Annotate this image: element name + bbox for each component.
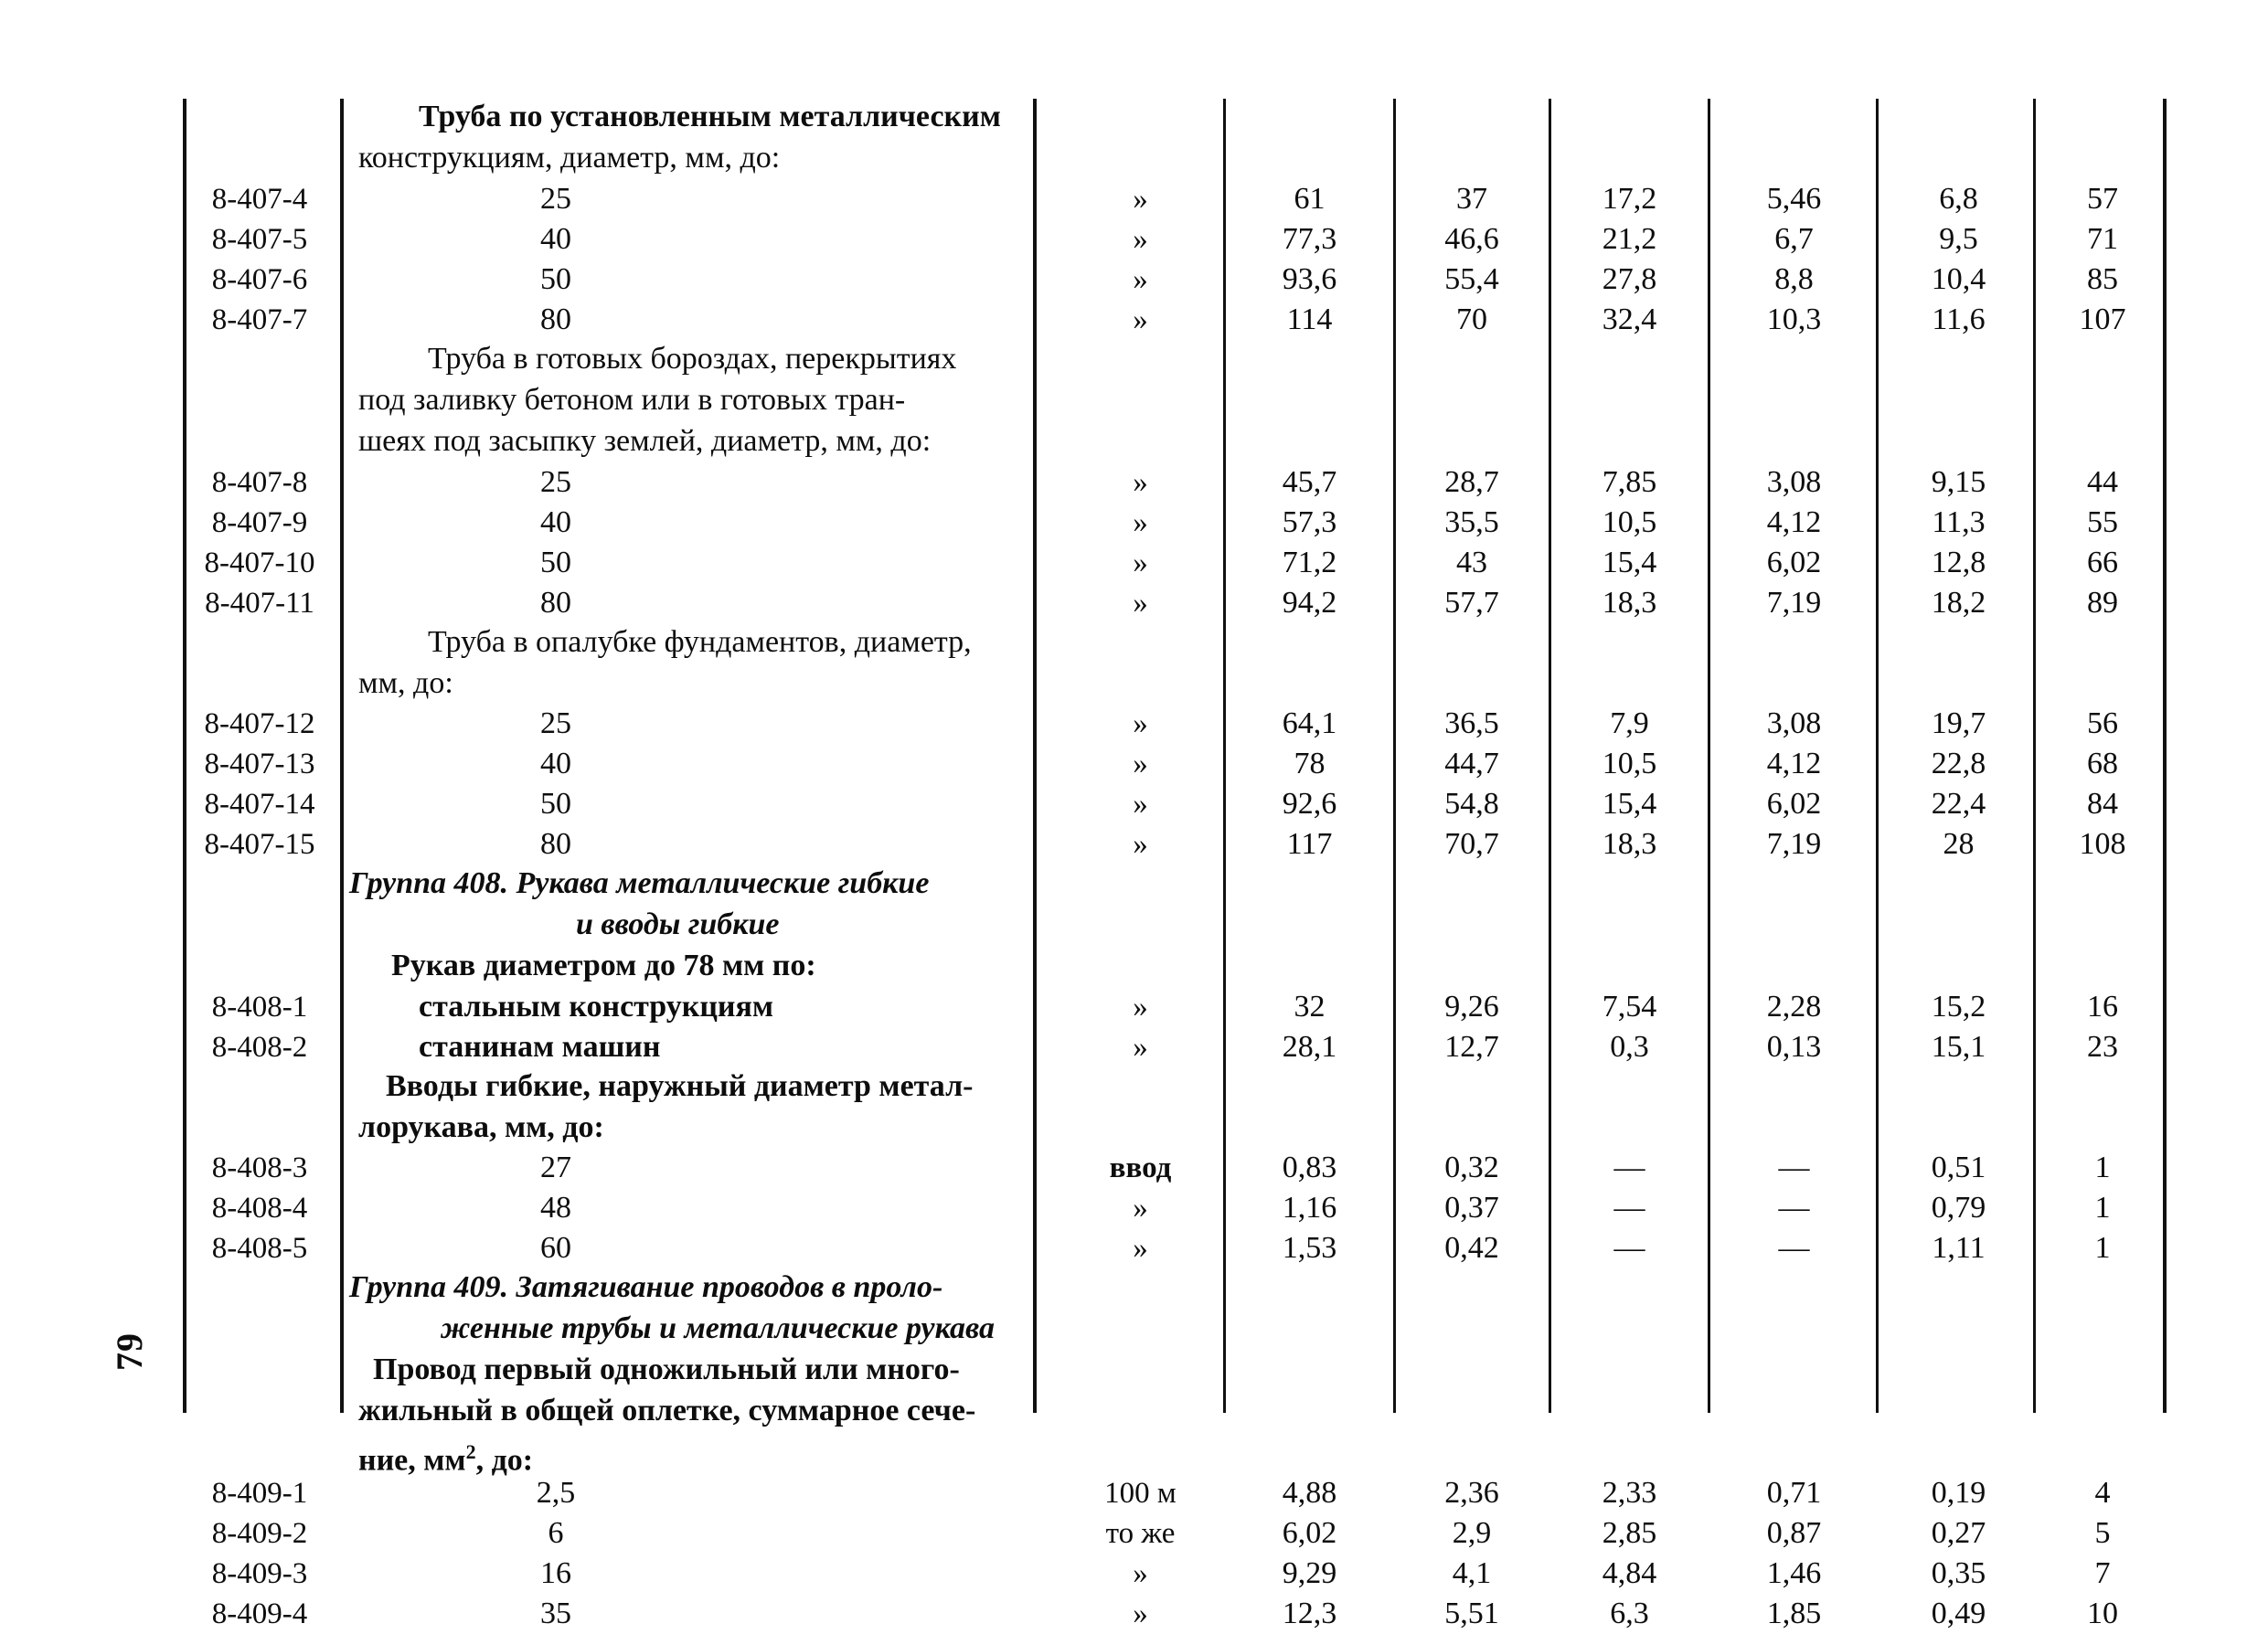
row-value-5: 19,7: [1931, 706, 1986, 740]
row-value-5: 15,2: [1931, 990, 1986, 1024]
row-value-3: —: [1613, 1191, 1645, 1225]
row-value-2: 43: [1456, 546, 1487, 579]
row-code: 8-408-3: [211, 1151, 308, 1184]
row-value-3: 15,4: [1602, 546, 1657, 579]
row-value-4: 8,8: [1774, 262, 1814, 296]
wire-line3-text-b: , до:: [475, 1443, 534, 1478]
table-row: [183, 583, 2167, 623]
row-code: 8-407-11: [205, 587, 314, 620]
row-value-2: 0,32: [1444, 1151, 1499, 1184]
table-row: [183, 543, 2167, 583]
row-value-3: 32,4: [1602, 302, 1657, 336]
row-value-6: 56: [2087, 706, 2118, 740]
row-value-4: 6,02: [1766, 546, 1822, 579]
row-label: 2,5: [536, 1476, 576, 1510]
row-label: 27: [540, 1151, 571, 1184]
row-label: 25: [540, 706, 571, 740]
table-row: [183, 744, 2167, 784]
row-value-6: 10: [2087, 1597, 2118, 1630]
row-value-2: 28,7: [1444, 465, 1499, 499]
row-value-2: 46,6: [1444, 222, 1499, 256]
row-label: станинам машин: [419, 1030, 661, 1064]
row-value-1: 32: [1294, 990, 1326, 1024]
table-row: [183, 1148, 2167, 1188]
section-heading-pipe-metal-structures-line1: Труба по установленным металлическим: [419, 100, 1001, 133]
row-value-5: 22,8: [1931, 747, 1986, 780]
row-value-1: 9,29: [1282, 1556, 1337, 1590]
row-label: 80: [540, 302, 571, 336]
row-value-3: 4,84: [1602, 1556, 1657, 1590]
row-value-1: 0,83: [1282, 1151, 1337, 1184]
row-value-5: 0,27: [1931, 1516, 1986, 1550]
row-value-3: —: [1613, 1231, 1645, 1265]
row-value-2: 4,1: [1452, 1556, 1492, 1590]
row-value-4: 2,28: [1766, 990, 1822, 1024]
row-value-6: 44: [2087, 465, 2118, 499]
row-unit: »: [1133, 991, 1148, 1024]
section-heading-pipe-formwork-line1: Труба в опалубке фундаментов, диаметр,: [428, 625, 972, 659]
table-row: [183, 987, 2167, 1027]
row-value-6: 108: [2079, 827, 2126, 861]
row-code: 8-407-12: [204, 707, 315, 740]
row-value-4: —: [1778, 1231, 1810, 1265]
table-row: [183, 300, 2167, 340]
row-code: 8-407-10: [204, 546, 315, 579]
row-value-2: 36,5: [1444, 706, 1499, 740]
row-unit: »: [1133, 707, 1148, 740]
row-value-5: 12,8: [1931, 546, 1986, 579]
row-value-2: 0,37: [1444, 1191, 1499, 1225]
row-unit: »: [1133, 183, 1148, 216]
row-value-1: 94,2: [1282, 586, 1337, 620]
row-unit: »: [1133, 466, 1148, 499]
row-value-1: 28,1: [1282, 1030, 1337, 1064]
row-value-1: 57,3: [1282, 505, 1337, 539]
row-value-1: 45,7: [1282, 465, 1337, 499]
row-unit: »: [1133, 748, 1148, 780]
row-value-3: 27,8: [1602, 262, 1657, 296]
page-number: 79: [109, 1332, 150, 1371]
row-value-4: 7,19: [1766, 586, 1822, 620]
row-value-1: 12,3: [1282, 1597, 1337, 1630]
row-value-5: 0,51: [1931, 1151, 1986, 1184]
row-label: 80: [540, 827, 571, 861]
row-value-1: 117: [1286, 827, 1333, 861]
row-value-6: 5: [2094, 1516, 2111, 1550]
row-code: 8-407-7: [211, 303, 308, 336]
row-unit: »: [1133, 263, 1148, 296]
row-label: 40: [540, 747, 571, 780]
row-label: 40: [540, 505, 571, 539]
row-value-3: 17,2: [1602, 182, 1657, 216]
row-code: 8-407-4: [211, 183, 308, 216]
section-heading-pipe-grooves-line1: Труба в готовых бороздах, перекрытиях: [428, 342, 957, 376]
row-value-5: 9,5: [1939, 222, 1978, 256]
row-value-2: 5,51: [1444, 1597, 1499, 1630]
row-value-6: 107: [2079, 302, 2126, 336]
row-value-6: 68: [2087, 747, 2118, 780]
row-code: 8-408-1: [211, 991, 308, 1024]
row-code: 8-407-6: [211, 263, 308, 296]
row-code: 8-409-1: [211, 1477, 308, 1510]
row-value-1: 93,6: [1282, 262, 1337, 296]
table-row: [183, 503, 2167, 543]
row-value-5: 22,4: [1931, 787, 1986, 821]
row-value-4: 6,02: [1766, 787, 1822, 821]
row-unit: »: [1133, 828, 1148, 861]
row-value-5: 0,49: [1931, 1597, 1986, 1630]
row-value-3: 18,3: [1602, 827, 1657, 861]
row-label: 25: [540, 465, 571, 499]
row-label: стальным конструкциям: [419, 990, 774, 1024]
table-row: [183, 260, 2167, 300]
row-value-3: 7,54: [1602, 990, 1657, 1024]
row-value-6: 55: [2087, 505, 2118, 539]
row-value-6: 66: [2087, 546, 2118, 579]
row-code: 8-407-8: [211, 466, 308, 499]
row-value-6: 57: [2087, 182, 2118, 216]
row-value-4: 3,08: [1766, 465, 1822, 499]
group-409-title-line1: Группа 409. Затягивание проводов в проло-: [349, 1270, 943, 1304]
row-value-6: 23: [2087, 1030, 2118, 1064]
wire-line3-text-a: ние, мм: [358, 1443, 466, 1478]
row-value-5: 10,4: [1931, 262, 1986, 296]
row-value-6: 16: [2087, 990, 2118, 1024]
row-value-4: 1,85: [1766, 1597, 1822, 1630]
row-value-1: 61: [1294, 182, 1326, 216]
row-value-1: 78: [1294, 747, 1326, 780]
row-label: 80: [540, 586, 571, 620]
section-heading-hose-line1: Рукав диаметром до 78 мм по:: [391, 949, 816, 982]
row-value-1: 92,6: [1282, 787, 1337, 821]
row-value-1: 1,53: [1282, 1231, 1337, 1265]
row-unit: »: [1133, 506, 1148, 539]
row-value-6: 71: [2087, 222, 2118, 256]
row-value-4: 4,12: [1766, 747, 1822, 780]
row-value-2: 9,26: [1444, 990, 1499, 1024]
row-unit: »: [1133, 1597, 1148, 1630]
row-code: 8-408-2: [211, 1031, 308, 1064]
row-unit: 100 м: [1104, 1477, 1177, 1510]
group-409-title-line2: женные трубы и металлические рукава: [441, 1311, 995, 1345]
row-value-1: 77,3: [1282, 222, 1337, 256]
row-value-3: 10,5: [1602, 747, 1657, 780]
row-unit: то же: [1105, 1517, 1176, 1550]
row-value-1: 71,2: [1282, 546, 1337, 579]
row-value-4: 1,46: [1766, 1556, 1822, 1590]
table-row: [183, 179, 2167, 219]
section-heading-wire-line2: жильный в общей оплетке, суммарное сече-: [358, 1394, 976, 1427]
row-value-2: 2,9: [1452, 1516, 1492, 1550]
row-unit: »: [1133, 1232, 1148, 1265]
row-value-4: 0,71: [1766, 1476, 1822, 1510]
row-value-1: 114: [1286, 302, 1333, 336]
row-value-2: 0,42: [1444, 1231, 1499, 1265]
row-unit: »: [1133, 223, 1148, 256]
row-unit: »: [1133, 788, 1148, 821]
row-value-1: 64,1: [1282, 706, 1337, 740]
section-heading-flex-inputs-line1: Вводы гибкие, наружный диаметр метал-: [386, 1069, 974, 1103]
row-unit: »: [1133, 303, 1148, 336]
row-code: 8-407-9: [211, 506, 308, 539]
row-value-4: 3,08: [1766, 706, 1822, 740]
row-value-3: 7,9: [1610, 706, 1649, 740]
row-unit: »: [1133, 1192, 1148, 1225]
row-value-2: 12,7: [1444, 1030, 1499, 1064]
section-heading-pipe-grooves-line2: под заливку бетоном или в готовых тран-: [358, 383, 906, 417]
row-code: 8-407-14: [204, 788, 315, 821]
table-row: [183, 462, 2167, 503]
row-value-4: 0,13: [1766, 1030, 1822, 1064]
row-value-5: 28: [1943, 827, 1975, 861]
row-value-5: 15,1: [1931, 1030, 1986, 1064]
row-value-6: 84: [2087, 787, 2118, 821]
row-value-2: 54,8: [1444, 787, 1499, 821]
row-value-4: 0,87: [1766, 1516, 1822, 1550]
row-value-2: 70: [1456, 302, 1487, 336]
row-label: 35: [540, 1597, 571, 1630]
table-row: [183, 1027, 2167, 1067]
group-408-title-line2: и вводы гибкие: [576, 907, 780, 941]
row-value-6: 1: [2094, 1191, 2111, 1225]
row-label: 60: [540, 1231, 571, 1265]
table-row: [183, 219, 2167, 260]
row-value-6: 4: [2094, 1476, 2111, 1510]
row-value-5: 18,2: [1931, 586, 1986, 620]
row-value-3: —: [1613, 1151, 1645, 1184]
row-value-3: 10,5: [1602, 505, 1657, 539]
row-code: 8-408-4: [211, 1192, 308, 1225]
row-value-2: 44,7: [1444, 747, 1499, 780]
table-row: [183, 1188, 2167, 1228]
row-value-5: 0,79: [1931, 1191, 1986, 1225]
row-unit: »: [1133, 587, 1148, 620]
row-code: 8-407-13: [204, 748, 315, 780]
row-value-2: 57,7: [1444, 586, 1499, 620]
row-code: 8-409-2: [211, 1517, 308, 1550]
row-code: 8-409-3: [211, 1557, 308, 1590]
row-value-1: 1,16: [1282, 1191, 1337, 1225]
row-value-2: 35,5: [1444, 505, 1499, 539]
row-unit: ввод: [1109, 1151, 1172, 1184]
row-code: 8-409-4: [211, 1597, 308, 1630]
row-label: 25: [540, 182, 571, 216]
row-value-5: 11,6: [1932, 302, 1986, 336]
row-value-4: 4,12: [1766, 505, 1822, 539]
row-value-2: 37: [1456, 182, 1487, 216]
row-value-5: 0,19: [1931, 1476, 1986, 1510]
row-value-3: 2,85: [1602, 1516, 1657, 1550]
row-value-6: 7: [2094, 1556, 2111, 1590]
row-label: 50: [540, 787, 571, 821]
section-heading-pipe-grooves-line3: шеях под засыпку землей, диаметр, мм, до:: [358, 424, 932, 458]
row-value-1: 4,88: [1282, 1476, 1337, 1510]
table-row: [183, 824, 2167, 865]
row-value-3: 2,33: [1602, 1476, 1657, 1510]
table-row: [183, 1594, 2167, 1634]
row-value-4: —: [1778, 1191, 1810, 1225]
row-value-4: —: [1778, 1151, 1810, 1184]
row-value-3: 7,85: [1602, 465, 1657, 499]
row-value-4: 5,46: [1766, 182, 1822, 216]
row-label: 50: [540, 546, 571, 579]
row-value-6: 89: [2087, 586, 2118, 620]
row-label: 50: [540, 262, 571, 296]
section-heading-pipe-metal-structures-line2: конструкциям, диаметр, мм, до:: [358, 141, 781, 175]
row-value-2: 55,4: [1444, 262, 1499, 296]
section-heading-wire-line1: Провод первый одножильный или много-: [373, 1353, 960, 1386]
row-value-4: 6,7: [1774, 222, 1814, 256]
row-value-5: 9,15: [1931, 465, 1986, 499]
table-row: [183, 1228, 2167, 1268]
row-value-3: 15,4: [1602, 787, 1657, 821]
row-value-2: 70,7: [1444, 827, 1499, 861]
row-value-4: 7,19: [1766, 827, 1822, 861]
table-row: [183, 704, 2167, 744]
section-heading-flex-inputs-line2: лорукава, мм, до:: [358, 1110, 604, 1144]
row-value-3: 6,3: [1610, 1597, 1649, 1630]
row-code: 8-407-15: [204, 828, 315, 861]
table-row: [183, 1473, 2167, 1513]
row-label: 6: [548, 1516, 564, 1550]
row-value-3: 21,2: [1602, 222, 1657, 256]
row-value-5: 6,8: [1939, 182, 1978, 216]
row-value-5: 11,3: [1932, 505, 1986, 539]
wire-line3-superscript: 2: [465, 1440, 476, 1463]
row-unit: »: [1133, 546, 1148, 579]
row-value-3: 18,3: [1602, 586, 1657, 620]
row-value-1: 6,02: [1282, 1516, 1337, 1550]
row-label: 40: [540, 222, 571, 256]
row-value-3: 0,3: [1610, 1030, 1649, 1064]
row-value-6: 1: [2094, 1151, 2111, 1184]
row-value-6: 85: [2087, 262, 2118, 296]
row-value-4: 10,3: [1766, 302, 1822, 336]
table-row: [183, 1554, 2167, 1594]
row-code: 8-407-5: [211, 223, 308, 256]
row-label: 16: [540, 1556, 571, 1590]
row-value-5: 1,11: [1932, 1231, 1986, 1265]
table-row: [183, 1513, 2167, 1554]
row-unit: »: [1133, 1557, 1148, 1590]
row-value-2: 2,36: [1444, 1476, 1499, 1510]
table-row: [183, 784, 2167, 824]
section-heading-pipe-formwork-line2: мм, до:: [358, 666, 453, 700]
row-value-6: 1: [2094, 1231, 2111, 1265]
rate-table: [183, 99, 2167, 1630]
group-408-title-line1: Группа 408. Рукава металлические гибкие: [349, 866, 930, 900]
row-value-5: 0,35: [1931, 1556, 1986, 1590]
row-code: 8-408-5: [211, 1232, 308, 1265]
row-unit: »: [1133, 1031, 1148, 1064]
row-label: 48: [540, 1191, 571, 1225]
